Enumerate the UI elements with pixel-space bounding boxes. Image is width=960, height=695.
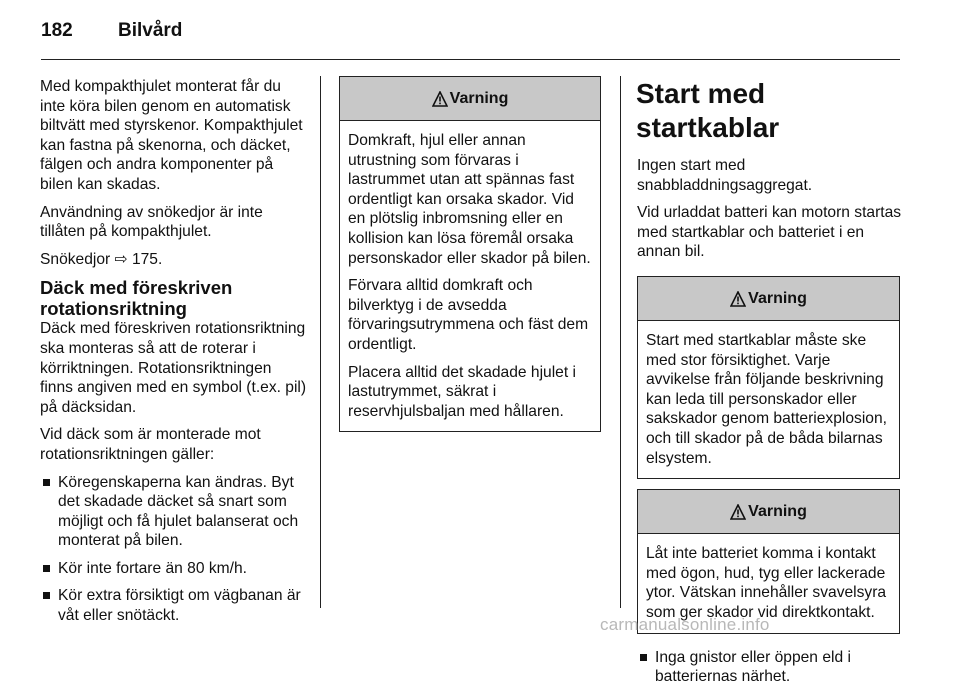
warning-triangle-icon xyxy=(432,91,448,107)
list-item-text: Kör inte fortare än 80 km/h. xyxy=(58,559,247,577)
cross-reference-snow-chains: Snökedjor ⇨ 175. xyxy=(40,250,163,268)
paragraph: Vid urladdat batteri kan motorn startas med startkablar och batteriet i en annan bil. xyxy=(637,204,902,261)
page-header xyxy=(41,20,182,42)
paragraph: Ingen start med snabbladdningsaggregat. xyxy=(637,157,813,194)
list-item xyxy=(637,648,902,687)
warning-header xyxy=(638,277,899,321)
section-heading: Start med startkablar xyxy=(636,78,780,143)
header-divider xyxy=(41,59,900,60)
warning-body xyxy=(638,321,899,478)
paragraph: Vid däck som är monterade mot rotationsriktningen gäller: xyxy=(40,426,261,463)
list-item xyxy=(40,559,308,579)
bullet-list xyxy=(40,473,308,626)
bullet-icon xyxy=(43,479,50,486)
warning-body xyxy=(340,121,600,431)
page-number: 182 xyxy=(41,20,73,41)
watermark: carmanualsonline.info xyxy=(600,615,770,634)
warning-label: Varning xyxy=(449,90,509,107)
warning-text: Låt inte batteriet komma i kontakt med ögon, hud, tyg eller lackerade ytor. Vätskan innehåller svavelsyra som ger skador vid direktkontakt. xyxy=(646,545,887,621)
list-item-text: Inga gnistor eller öppen eld i batteriernas närhet. xyxy=(655,648,851,686)
column-1 xyxy=(40,77,308,634)
paragraph: Däck med föreskriven rotationsriktning ska monteras så att de roterar i körriktningen. Rotationsriktningen finns angiven med en symbol (t.ex. pil) på däcksidan. xyxy=(40,320,307,416)
list-item xyxy=(40,473,308,551)
warning-text: Förvara alltid domkraft och bilverktyg i de avsedda förvaringsutrymmena och fäst dem ordentligt. xyxy=(348,277,589,353)
warning-triangle-icon xyxy=(730,504,746,520)
bullet-list xyxy=(637,648,902,687)
paragraph: Användning av snökedjor är inte tillåten på kompakthjulet. xyxy=(40,203,263,241)
warning-triangle-icon xyxy=(730,291,746,307)
warning-text: Start med startkablar måste ske med stor försiktighet. Varje avvikelse från följande beskrivning kan leda till personskador eller sakskador genom batteriexplosion, och till skador på de båda bilarnas elsystem. xyxy=(646,331,887,467)
warning-label: Varning xyxy=(748,503,807,521)
warning-box-battery-acid xyxy=(637,489,900,633)
list-item xyxy=(40,586,308,625)
warning-box-jack xyxy=(339,76,601,432)
column-3 xyxy=(637,77,902,695)
paragraph: Med kompakthjulet monterat får du inte köra bilen genom en automatisk biltvätt med styrskenor. Kompakthjulet kan fastna på skenorna, och däcket, fälgen och andra komponenter på bilen kan skadas. xyxy=(40,78,303,193)
warning-text: Domkraft, hjul eller annan utrustning som förvaras i lastrummet utan att spännas fast ordentligt kan orsaka skador. Vid en plötslig inbromsning eller en kollision kan lösa föremål orsaka personskador eller skador på bilen. xyxy=(348,132,591,267)
bullet-icon xyxy=(640,654,647,661)
bullet-icon xyxy=(43,592,50,599)
list-item-text: Köregenskaperna kan ändras. Byt det skadade däcket så snart som möjligt och få hjulet balanserat och monterat på bilen. xyxy=(58,473,299,550)
warning-label: Varning xyxy=(748,289,807,307)
warning-header xyxy=(340,77,600,121)
warning-box-jump-start xyxy=(637,276,900,479)
warning-header xyxy=(638,490,899,534)
warning-text: Placera alltid det skadade hjulet i lastutrymmet, säkrat i reservhjulsbaljan med hållaren. xyxy=(348,363,576,420)
column-divider-left xyxy=(320,76,321,608)
section-title: Bilvård xyxy=(118,20,183,41)
subheading: Däck med föreskriven rotationsriktning xyxy=(40,277,233,320)
bullet-icon xyxy=(43,565,50,572)
list-item-text: Kör extra försiktigt om vägbanan är våt eller snötäckt. xyxy=(58,587,301,625)
column-divider-right xyxy=(620,76,621,608)
